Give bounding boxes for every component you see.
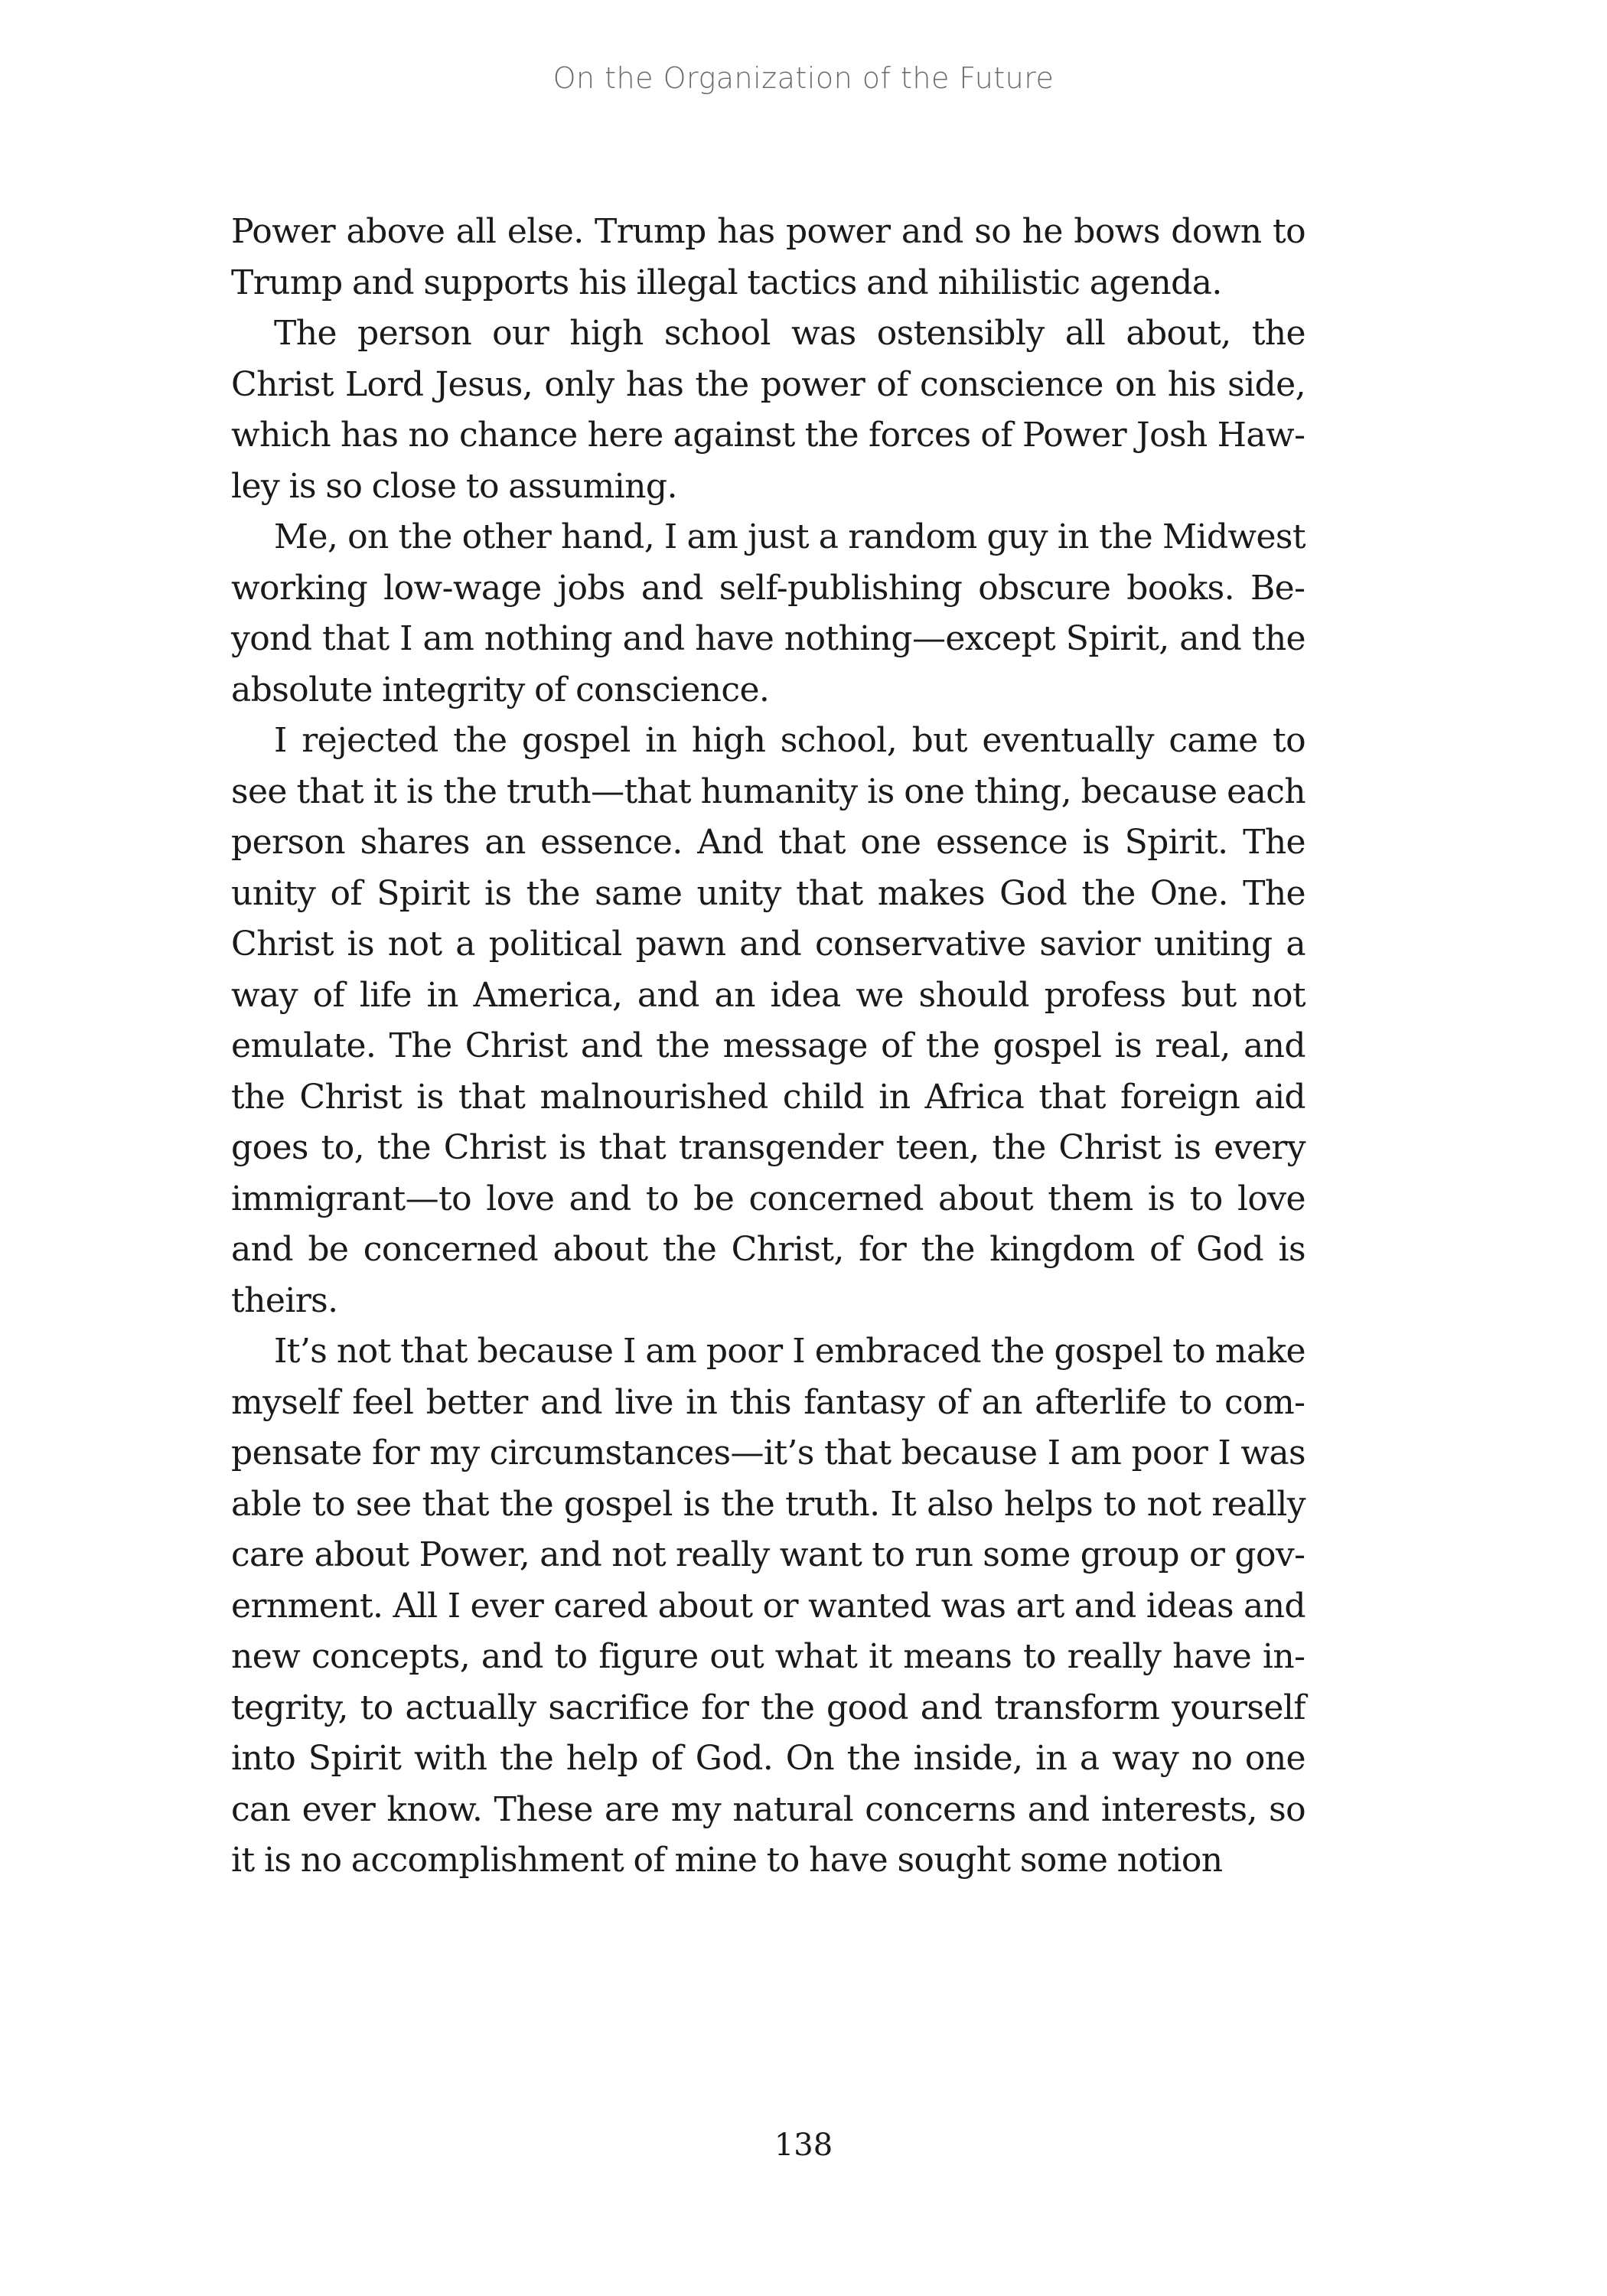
body-text [231, 207, 1305, 1887]
paragraph: Power above all else. Trump has power and so he bows down to Trump and supports his illegal tactics and nihilistic agenda. [231, 212, 1305, 302]
paragraph: I rejected the gospel in high school, but eventually came to see that it is the truth—that humanity is one thing, because each person shares an essence. And that one essence is Spirit. The unity of Spirit is the same unity that makes God the One. The Christ is not a political pawn and conservative savior uniting a way of life in America, and an idea we should profess but not emulate. The Christ and the message of the gospel is real, and the Christ is that malnourished child in Africa that foreign aid goes to, the Christ is that transgender teen, the Christ is every immigrant—to love and to be concerned about them is to love and be concerned about the Christ, for the kingdom of God is theirs. [231, 721, 1305, 1320]
paragraph: The person our high school was ostensibly all about, the Christ Lord Jesus, only has the power of conscience on his side, which has no chance here against the forces of Power Josh Hawley is so close to assuming. [231, 314, 1305, 506]
running-head: On the Organization of the Future [553, 61, 1054, 95]
page-number: 138 [774, 2128, 833, 2163]
paragraph: It’s not that because I am poor I embraced the gospel to make myself feel better and live in this fantasy of an afterlife to compensate for my circumstances—it’s that because I am poor I was able to see that the gospel is the truth. It also helps to not really care about Power, and not really want to run some group or government. All I ever cared about or wanted was art and ideas and new concepts, and to figure out what it means to really have integrity, to actually sacrifice for the good and transform yourself into Spirit with the help of God. On the inside, in a way no one can ever know. These are my natural concerns and interests, so it is no accomplishment of mine to have sought some notion [231, 1332, 1305, 1880]
paragraph: Me, on the other hand, I am just a random guy in the Midwest working low-wage jobs and self-publishing obscure books. Beyond that I am nothing and have nothing—except Spirit, and the absolute integrity of conscience. [231, 517, 1305, 709]
